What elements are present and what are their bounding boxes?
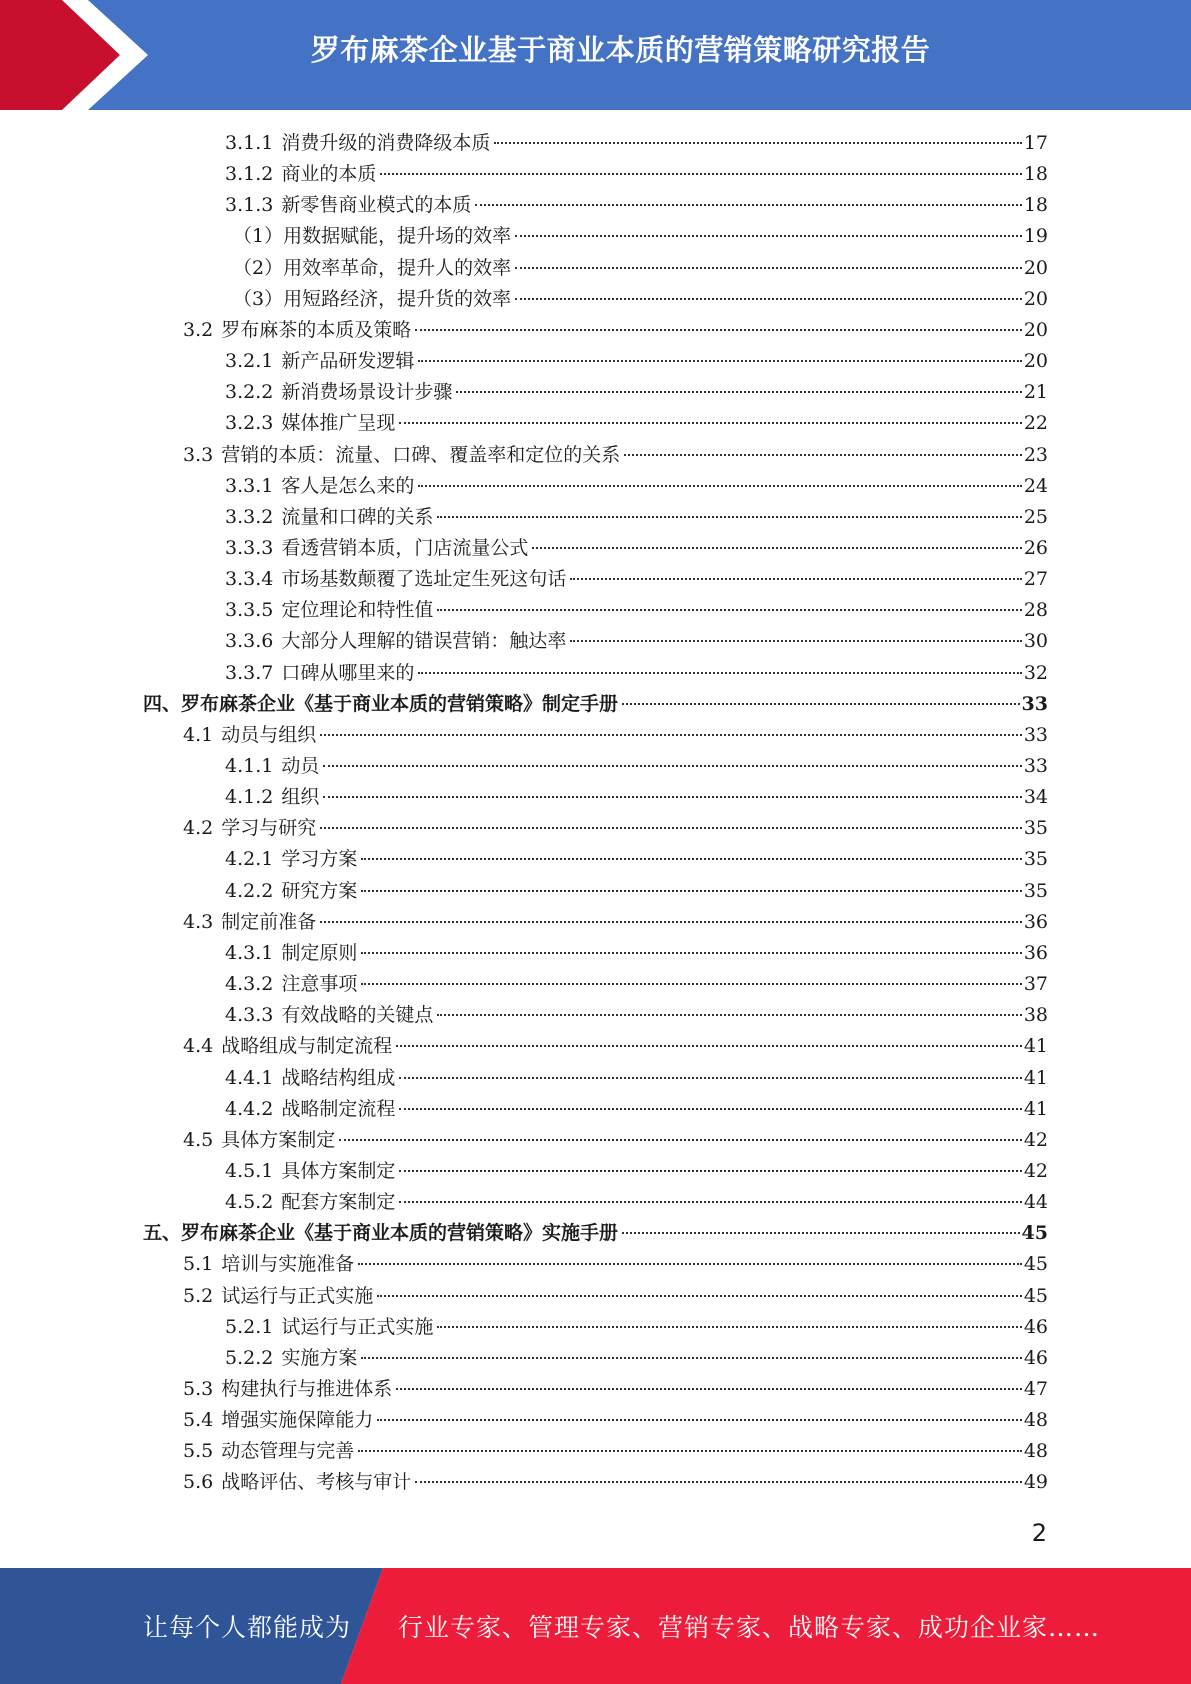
toc-entry[interactable] xyxy=(225,626,1048,657)
toc-entry-page: 20 xyxy=(1023,350,1048,373)
toc-entry-title: （3）用短路经济，提升货的效率 xyxy=(233,287,512,310)
toc-entry-number: 3.3.5 xyxy=(225,599,274,622)
toc-dot-leader xyxy=(399,1108,1021,1110)
toc-entry-title: 战略评估、考核与审计 xyxy=(221,1471,412,1494)
toc-entry[interactable] xyxy=(225,751,1048,782)
header-title: 罗布麻茶企业基于商业本质的营销策略研究报告 xyxy=(310,33,931,67)
toc-dot-leader xyxy=(323,796,1021,798)
toc-entry-page: 41 xyxy=(1023,1035,1048,1058)
toc-entry-page: 35 xyxy=(1023,848,1048,871)
toc-entry[interactable] xyxy=(225,533,1048,564)
toc-entry-title: 罗布麻茶的本质及策略 xyxy=(221,318,412,341)
toc-entry-number: 4.4 xyxy=(183,1035,214,1058)
toc-entry-number: 4.1 xyxy=(183,723,214,746)
toc-entry-page: 19 xyxy=(1023,225,1048,248)
toc-entry-number: 5.2 xyxy=(183,1284,214,1307)
toc-entry[interactable] xyxy=(233,284,1048,315)
toc-entry-page: 46 xyxy=(1023,1315,1048,1338)
toc-dot-leader xyxy=(494,142,1021,144)
toc-entry-title: 看透营销本质，门店流量公式 xyxy=(281,536,529,559)
toc-entry-title: 注意事项 xyxy=(281,973,358,996)
toc-dot-leader xyxy=(622,1232,1020,1234)
toc-entry[interactable] xyxy=(225,564,1048,595)
toc-entry-number: 3.2.1 xyxy=(225,350,274,373)
toc-entry-page: 24 xyxy=(1023,474,1048,497)
toc-entry[interactable] xyxy=(225,471,1048,502)
toc-entry-number: 5.4 xyxy=(183,1409,214,1432)
toc-dot-leader xyxy=(339,1139,1022,1141)
toc-entry-title: 试运行与正式实施 xyxy=(281,1315,434,1338)
page-footer xyxy=(0,1568,1191,1684)
toc-entry-page: 37 xyxy=(1023,973,1048,996)
toc-dot-leader xyxy=(456,391,1021,393)
toc-entry[interactable] xyxy=(225,782,1048,813)
toc-entry-number: 4.1.2 xyxy=(225,786,274,809)
toc-entry-page: 27 xyxy=(1023,568,1048,591)
toc-entry-title: 研究方案 xyxy=(281,879,358,902)
toc-entry-title: 定位理论和特性值 xyxy=(281,599,434,622)
toc-entry[interactable] xyxy=(183,1249,1048,1280)
toc-entry-title: 学习与研究 xyxy=(221,817,317,840)
toc-entry[interactable] xyxy=(183,720,1048,751)
toc-entry-page: 25 xyxy=(1023,505,1048,528)
toc-entry-title: （1）用数据赋能，提升场的效率 xyxy=(233,225,512,248)
toc-entry-number: 3.3.1 xyxy=(225,474,274,497)
page-header xyxy=(0,0,1191,110)
toc-entry[interactable] xyxy=(225,377,1048,408)
toc-dot-leader xyxy=(437,1326,1021,1328)
toc-entry-title: 动态管理与完善 xyxy=(221,1440,355,1463)
toc-dot-leader xyxy=(320,827,1022,829)
toc-entry[interactable] xyxy=(225,159,1048,190)
toc-entry-title: 四、罗布麻茶企业《基于商业本质的营销策略》制定手册 xyxy=(143,692,619,715)
page-number: 2 xyxy=(1031,1519,1047,1547)
toc-entry-page: 20 xyxy=(1023,318,1048,341)
toc-dot-leader xyxy=(437,609,1021,611)
toc-entry-page: 47 xyxy=(1023,1378,1048,1400)
toc-dot-leader xyxy=(399,422,1021,424)
toc-entry-title: 战略制定流程 xyxy=(281,1097,396,1120)
toc-dot-leader xyxy=(361,890,1021,892)
toc-entry-number: 4.5.2 xyxy=(225,1191,274,1214)
toc-entry-number: 5.5 xyxy=(183,1440,214,1463)
toc-dot-leader xyxy=(361,1357,1021,1359)
toc-entry-page: 28 xyxy=(1023,599,1048,622)
toc-dot-leader xyxy=(399,1077,1021,1079)
toc-entry[interactable] xyxy=(183,1031,1048,1062)
toc-entry-number: 4.2.2 xyxy=(225,879,274,902)
toc-entry-title: 增强实施保障能力 xyxy=(221,1409,374,1432)
toc-entry-title: 构建执行与推进体系 xyxy=(221,1378,393,1400)
toc-entry-number: 3.3.3 xyxy=(225,536,274,559)
toc-entry-title: 营销的本质：流量、口碑、覆盖率和定位的关系 xyxy=(221,443,621,466)
toc-entry[interactable] xyxy=(225,1094,1048,1125)
toc-entry[interactable] xyxy=(225,502,1048,533)
toc-entry-title: 五、罗布麻茶企业《基于商业本质的营销策略》实施手册 xyxy=(143,1222,619,1245)
toc-entry-page: 38 xyxy=(1023,1004,1048,1027)
toc-entry[interactable] xyxy=(225,1312,1048,1343)
toc-entry-page: 26 xyxy=(1023,536,1048,559)
toc-dot-leader xyxy=(532,547,1021,549)
toc-entry-number: 4.1.1 xyxy=(225,755,274,777)
toc-entry-page: 35 xyxy=(1023,817,1048,840)
toc-entry-page: 23 xyxy=(1023,443,1048,466)
toc-dot-leader xyxy=(396,1388,1022,1390)
toc-dot-leader xyxy=(358,1263,1022,1265)
toc-entry-number: 3.3.7 xyxy=(225,661,274,684)
toc-entry-number: 3.2 xyxy=(183,318,214,341)
toc-entry-page: 45 xyxy=(1023,1284,1048,1307)
toc-entry-title: 新产品研发逻辑 xyxy=(281,350,415,373)
toc-entry-page: 33 xyxy=(1021,692,1048,715)
toc-dot-leader xyxy=(380,173,1021,175)
toc-dot-leader xyxy=(515,235,1022,237)
toc-dot-leader xyxy=(418,360,1021,362)
toc-dot-leader xyxy=(377,1419,1022,1421)
footer-slogan-right: 行业专家、管理专家、营销专家、战略专家、成功企业家…… xyxy=(398,1613,1101,1642)
toc-entry[interactable] xyxy=(183,907,1048,938)
toc-entry[interactable] xyxy=(225,969,1048,1000)
toc-dot-leader xyxy=(358,1450,1022,1452)
toc-entry-number: 5.2.2 xyxy=(225,1346,274,1369)
toc-entry-number: 3.3.6 xyxy=(225,630,274,653)
toc-entry-number: 3.1.1 xyxy=(225,132,274,154)
toc-entry-page: 48 xyxy=(1023,1440,1048,1463)
toc-dot-leader xyxy=(415,1481,1022,1483)
toc-dot-leader xyxy=(418,672,1021,674)
toc-entry-title: 新零售商业模式的本质 xyxy=(281,194,472,217)
toc-entry-page: 33 xyxy=(1023,723,1048,746)
toc-entry-page: 18 xyxy=(1023,163,1048,186)
toc-entry[interactable] xyxy=(225,844,1048,875)
toc-dot-leader xyxy=(361,983,1021,985)
toc-entry[interactable] xyxy=(225,408,1048,439)
toc-entry-title: 制定原则 xyxy=(281,941,358,964)
toc-entry[interactable] xyxy=(225,595,1048,626)
toc-entry-number: 4.4.2 xyxy=(225,1097,274,1120)
toc-entry-number: 4.3.2 xyxy=(225,973,274,996)
toc-dot-leader xyxy=(320,734,1022,736)
toc-dot-leader xyxy=(415,329,1022,331)
toc-entry-page: 41 xyxy=(1023,1097,1048,1120)
toc-entry-title: 动员 xyxy=(281,755,320,777)
toc-entry-page: 34 xyxy=(1023,786,1048,809)
toc-entry-page: 49 xyxy=(1023,1471,1048,1494)
toc-entry-title: 口碑从哪里来的 xyxy=(281,661,415,684)
toc-entry[interactable] xyxy=(225,190,1048,221)
toc-dot-leader xyxy=(515,298,1022,300)
toc-entry-title: 有效战略的关键点 xyxy=(281,1004,434,1027)
toc-entry-number: 4.2 xyxy=(183,817,214,840)
toc-dot-leader xyxy=(361,858,1021,860)
toc-entry-page: 41 xyxy=(1023,1066,1048,1089)
toc-entry[interactable] xyxy=(233,253,1048,284)
toc-entry-title: 试运行与正式实施 xyxy=(221,1284,374,1307)
toc-entry-number: 3.2.2 xyxy=(225,381,274,404)
toc-entry-page: 45 xyxy=(1023,1253,1048,1276)
toc-entry-number: 3.1.2 xyxy=(225,163,274,186)
toc-entry[interactable] xyxy=(183,1281,1048,1312)
toc-entry[interactable] xyxy=(183,440,1048,471)
toc-entry-page: 21 xyxy=(1023,381,1048,404)
toc-entry-title: 组织 xyxy=(281,786,320,809)
toc-entry-title: 战略组成与制定流程 xyxy=(221,1035,393,1058)
toc-entry-title: 流量和口碑的关系 xyxy=(281,505,434,528)
toc-entry-title: 具体方案制定 xyxy=(281,1159,396,1182)
toc-entry-title: 媒体推广呈现 xyxy=(281,412,396,435)
toc-entry-number: 5.6 xyxy=(183,1471,214,1494)
toc-entry-number: 3.3.2 xyxy=(225,505,274,528)
toc-dot-leader xyxy=(570,640,1021,642)
toc-entry-title: 具体方案制定 xyxy=(221,1128,336,1151)
toc-entry-title: 大部分人理解的错误营销：触达率 xyxy=(281,630,567,653)
toc-entry-title: 实施方案 xyxy=(281,1346,358,1369)
toc-entry[interactable] xyxy=(225,1000,1048,1031)
toc-entry[interactable] xyxy=(183,1467,1048,1498)
toc-entry-page: 30 xyxy=(1023,630,1048,653)
toc-dot-leader xyxy=(622,703,1020,705)
toc-entry[interactable] xyxy=(225,128,1048,159)
toc-dot-leader xyxy=(396,1045,1022,1047)
toc-dot-leader xyxy=(399,1170,1021,1172)
toc-entry[interactable] xyxy=(183,813,1048,844)
toc-dot-leader xyxy=(475,204,1021,206)
toc-entry-title: 动员与组织 xyxy=(221,723,317,746)
toc-entry-page: 20 xyxy=(1023,287,1048,310)
toc-entry-number: 3.3.4 xyxy=(225,568,274,591)
toc-entry-number: 3.2.3 xyxy=(225,412,274,435)
toc-entry-title: 市场基数颠覆了选址定生死这句话 xyxy=(281,568,567,591)
toc-entry[interactable] xyxy=(225,1156,1048,1187)
toc-entry-number: 4.5.1 xyxy=(225,1159,274,1182)
toc-entry-page: 44 xyxy=(1023,1191,1048,1214)
toc-entry-title: 配套方案制定 xyxy=(281,1191,396,1214)
footer-slogan-left: 让每个人都能成为 xyxy=(143,1613,352,1642)
toc-entry-page: 36 xyxy=(1023,910,1048,933)
toc-entry-number: 5.1 xyxy=(183,1253,214,1276)
toc-entry[interactable] xyxy=(225,938,1048,969)
header-chevron-decoration xyxy=(0,0,160,110)
toc-entry-title: 消费升级的消费降级本质 xyxy=(281,132,491,154)
toc-entry-number: 3.1.3 xyxy=(225,194,274,217)
toc-entry-title: 制定前准备 xyxy=(221,910,317,933)
toc-entry-page: 32 xyxy=(1023,661,1048,684)
toc-entry-page: 33 xyxy=(1023,755,1048,777)
toc-entry-page: 22 xyxy=(1023,412,1048,435)
toc-entry-page: 48 xyxy=(1023,1409,1048,1432)
toc-dot-leader xyxy=(515,267,1022,269)
toc-entry[interactable] xyxy=(225,876,1048,907)
toc-entry-number: 3.3 xyxy=(183,443,214,466)
toc-entry-page: 18 xyxy=(1023,194,1048,217)
toc-entry[interactable] xyxy=(225,1343,1048,1374)
toc-entry[interactable] xyxy=(183,1436,1048,1467)
toc-dot-leader xyxy=(437,516,1021,518)
toc-entry[interactable] xyxy=(225,1187,1048,1218)
toc-entry-title: （2）用效率革命，提升人的效率 xyxy=(233,256,512,279)
toc-entry[interactable] xyxy=(143,689,1048,720)
toc-entry[interactable] xyxy=(183,315,1048,346)
toc-dot-leader xyxy=(570,578,1021,580)
toc-entry-number: 4.3.3 xyxy=(225,1004,274,1027)
toc-entry-title: 新消费场景设计步骤 xyxy=(281,381,453,404)
toc-entry-title: 战略结构组成 xyxy=(281,1066,396,1089)
toc-entry[interactable] xyxy=(225,1063,1048,1094)
toc-entry[interactable] xyxy=(183,1405,1048,1436)
toc-entry-page: 45 xyxy=(1021,1222,1048,1245)
toc-dot-leader xyxy=(437,1014,1021,1016)
toc-entry[interactable] xyxy=(225,658,1048,689)
toc-entry-page: 35 xyxy=(1023,879,1048,902)
toc-entry[interactable] xyxy=(183,1125,1048,1156)
toc-entry-number: 4.3.1 xyxy=(225,941,274,964)
toc-dot-leader xyxy=(418,485,1021,487)
toc-entry-number: 4.3 xyxy=(183,910,214,933)
toc-dot-leader xyxy=(320,921,1022,923)
toc-entry-number: 4.2.1 xyxy=(225,848,274,871)
toc-entry-number: 5.2.1 xyxy=(225,1315,274,1338)
toc-entry-title: 培训与实施准备 xyxy=(221,1253,355,1276)
toc-entry-page: 20 xyxy=(1023,256,1048,279)
toc-dot-leader xyxy=(377,1295,1022,1297)
toc-entry-title: 客人是怎么来的 xyxy=(281,474,415,497)
toc-entry-title: 学习方案 xyxy=(281,848,358,871)
toc-entry[interactable] xyxy=(183,1374,1048,1405)
toc-entry-page: 42 xyxy=(1023,1159,1048,1182)
toc-entry[interactable] xyxy=(233,221,1048,252)
toc-entry-page: 36 xyxy=(1023,941,1048,964)
toc-entry-page: 17 xyxy=(1023,132,1048,154)
toc-dot-leader xyxy=(624,454,1022,456)
toc-entry-title: 商业的本质 xyxy=(281,163,377,186)
toc-entry-number: 4.4.1 xyxy=(225,1066,274,1089)
toc-dot-leader xyxy=(399,1201,1021,1203)
toc-entry[interactable] xyxy=(225,346,1048,377)
toc-dot-leader xyxy=(361,952,1021,954)
toc-entry-page: 42 xyxy=(1023,1128,1048,1151)
toc-entry-number: 4.5 xyxy=(183,1128,214,1151)
toc-dot-leader xyxy=(323,765,1021,767)
toc-entry-number: 5.3 xyxy=(183,1378,214,1400)
toc-entry-page: 46 xyxy=(1023,1346,1048,1369)
toc-entry[interactable] xyxy=(143,1218,1048,1249)
